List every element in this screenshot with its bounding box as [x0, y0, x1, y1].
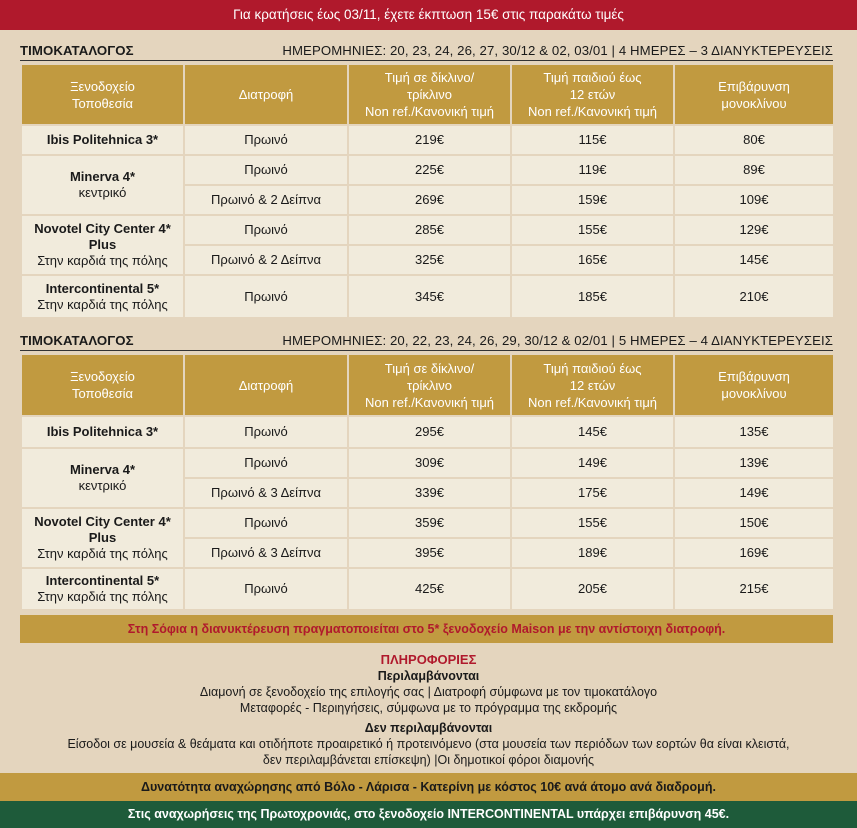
child-price-cell: 189€ [511, 538, 674, 568]
double-price-cell: 325€ [348, 245, 511, 275]
section1-header [20, 43, 833, 61]
included-line: Μεταφορές - Περιηγήσεις, σύμφωνα με το πρόγραμμα της εκδρομής [239, 701, 618, 715]
hotel-cell: Ibis Politehnica 3* [21, 125, 184, 155]
hotel-cell: Novotel City Center 4* Plus Στην καρδιά της πόλης [21, 215, 184, 275]
hotel-cell: Minerva 4* κεντρικό [21, 155, 184, 215]
meal-cell: Πρωινό & 2 Δείπνα [184, 185, 348, 215]
double-price-cell: 339€ [348, 478, 511, 508]
section2-dates: ΗΜΕΡΟΜΗΝΙΕΣ: 20, 22, 23, 24, 26, 29, 30/12 & 02/01 | 5 ΗΜΕΡΕΣ – 4 ΔΙΑΝΥΚΤΕΡΕΥΣΕΙΣ [282, 333, 833, 348]
table-row [21, 275, 834, 318]
hotel-cell: Novotel City Center 4* Plus Στην καρδιά της πόλης [21, 508, 184, 568]
section2-header [20, 333, 833, 351]
meal-cell: Πρωινό [184, 125, 348, 155]
col-meal-header: Διατροφή [184, 354, 348, 416]
single-supplement-cell: 129€ [674, 215, 834, 245]
single-supplement-cell: 80€ [674, 125, 834, 155]
single-supplement-cell: 139€ [674, 448, 834, 478]
double-price-cell: 309€ [348, 448, 511, 478]
table-header-row [21, 64, 834, 125]
double-price-cell: 425€ [348, 568, 511, 610]
child-price-cell: 165€ [511, 245, 674, 275]
table-row [21, 508, 834, 538]
meal-cell: Πρωινό & 2 Δείπνα [184, 245, 348, 275]
table-row [21, 448, 834, 478]
new-year-note: Στις αναχωρήσεις της Πρωτοχρονιάς, στο ξενοδοχείο INTERCONTINENTAL υπάρχει επιβάρυνση 45€. [0, 801, 857, 828]
child-price-cell: 149€ [511, 448, 674, 478]
double-price-cell: 285€ [348, 215, 511, 245]
single-supplement-cell: 149€ [674, 478, 834, 508]
table-row [21, 155, 834, 185]
col-child-header: Τιμή παιδιού έως 12 ετών Non ref./Κανονική τιμή [511, 64, 674, 125]
col-single-header: Επιβάρυνση μονοκλίνου [674, 64, 834, 125]
meal-cell: Πρωινό [184, 568, 348, 610]
section1-label: ΤΙΜΟΚΑΤΑΛΟΓΟΣ [20, 43, 134, 58]
col-child-header: Τιμή παιδιού έως 12 ετών Non ref./Κανονική τιμή [511, 354, 674, 416]
double-price-cell: 295€ [348, 416, 511, 448]
double-price-cell: 395€ [348, 538, 511, 568]
discount-banner: Για κρατήσεις έως 03/11, έχετε έκπτωση 15€ στις παρακάτω τιμές [0, 0, 857, 30]
table-row [21, 125, 834, 155]
double-price-cell: 345€ [348, 275, 511, 318]
child-price-cell: 115€ [511, 125, 674, 155]
meal-cell: Πρωινό [184, 508, 348, 538]
info-title: ΠΛΗΡΟΦΟΡΙΕΣ [380, 652, 477, 667]
meal-cell: Πρωινό & 3 Δείπνα [184, 478, 348, 508]
table-row [21, 568, 834, 610]
col-double-header: Τιμή σε δίκλινο/ τρίκλινο Non ref./Κανονική τιμή [348, 64, 511, 125]
child-price-cell: 159€ [511, 185, 674, 215]
section1-dates: ΗΜΕΡΟΜΗΝΙΕΣ: 20, 23, 24, 26, 27, 30/12 & 02, 03/01 | 4 ΗΜΕΡΕΣ – 3 ΔΙΑΝΥΚΤΕΡΕΥΣΕΙΣ [282, 43, 833, 58]
table-header-row [21, 354, 834, 416]
table-row [21, 215, 834, 245]
excluded-line: Είσοδοι σε μουσεία & θεάματα και οτιδήποτε προαιρετικό ή προτεινόμενο (στα μουσεία των περιόδων των εορτών θα είναι κλειστά, [67, 737, 790, 751]
col-hotel-header: Ξενοδοχείο Τοποθεσία [21, 64, 184, 125]
excluded-line: δεν περιλαμβάνεται επίσκεψη) |Οι δημοτικοί φόροι διαμονής [262, 753, 595, 767]
single-supplement-cell: 89€ [674, 155, 834, 185]
child-price-cell: 145€ [511, 416, 674, 448]
info-section [0, 652, 857, 768]
hotel-cell: Ibis Politehnica 3* [21, 416, 184, 448]
single-supplement-cell: 150€ [674, 508, 834, 538]
hotel-cell: Intercontinental 5* Στην καρδιά της πόλης [21, 275, 184, 318]
single-supplement-cell: 145€ [674, 245, 834, 275]
excluded-title: Δεν περιλαμβάνονται [364, 721, 493, 735]
single-supplement-cell: 215€ [674, 568, 834, 610]
double-price-cell: 225€ [348, 155, 511, 185]
col-double-header: Τιμή σε δίκλινο/ τρίκλινο Non ref./Κανονική τιμή [348, 354, 511, 416]
sofia-note: Στη Σόφια η διανυκτέρευση πραγματοποιείται στο 5* ξενοδοχείο Maison με την αντίστοιχη διατροφή. [20, 615, 833, 643]
meal-cell: Πρωινό & 3 Δείπνα [184, 538, 348, 568]
hotel-cell: Intercontinental 5* Στην καρδιά της πόλης [21, 568, 184, 610]
included-line: Διαμονή σε ξενοδοχείο της επιλογής σας | Διατροφή σύμφωνα με τον τιμοκατάλογο [199, 685, 658, 699]
table-row [21, 416, 834, 448]
child-price-cell: 155€ [511, 508, 674, 538]
single-supplement-cell: 169€ [674, 538, 834, 568]
section2-label: ΤΙΜΟΚΑΤΑΛΟΓΟΣ [20, 333, 134, 348]
child-price-cell: 185€ [511, 275, 674, 318]
col-meal-header: Διατροφή [184, 64, 348, 125]
single-supplement-cell: 210€ [674, 275, 834, 318]
single-supplement-cell: 135€ [674, 416, 834, 448]
meal-cell: Πρωινό [184, 155, 348, 185]
price-table-2 [20, 353, 835, 611]
child-price-cell: 119€ [511, 155, 674, 185]
col-single-header: Επιβάρυνση μονοκλίνου [674, 354, 834, 416]
meal-cell: Πρωινό [184, 275, 348, 318]
double-price-cell: 359€ [348, 508, 511, 538]
departure-note: Δυνατότητα αναχώρησης από Βόλο - Λάρισα - Κατερίνη με κόστος 10€ ανά άτομο ανά διαδρομή. [0, 773, 857, 801]
child-price-cell: 205€ [511, 568, 674, 610]
double-price-cell: 219€ [348, 125, 511, 155]
single-supplement-cell: 109€ [674, 185, 834, 215]
price-table-1 [20, 63, 835, 319]
child-price-cell: 175€ [511, 478, 674, 508]
hotel-cell: Minerva 4* κεντρικό [21, 448, 184, 508]
col-hotel-header: Ξενοδοχείο Τοποθεσία [21, 354, 184, 416]
meal-cell: Πρωινό [184, 448, 348, 478]
included-title: Περιλαμβάνονται [377, 669, 480, 683]
meal-cell: Πρωινό [184, 215, 348, 245]
child-price-cell: 155€ [511, 215, 674, 245]
meal-cell: Πρωινό [184, 416, 348, 448]
double-price-cell: 269€ [348, 185, 511, 215]
